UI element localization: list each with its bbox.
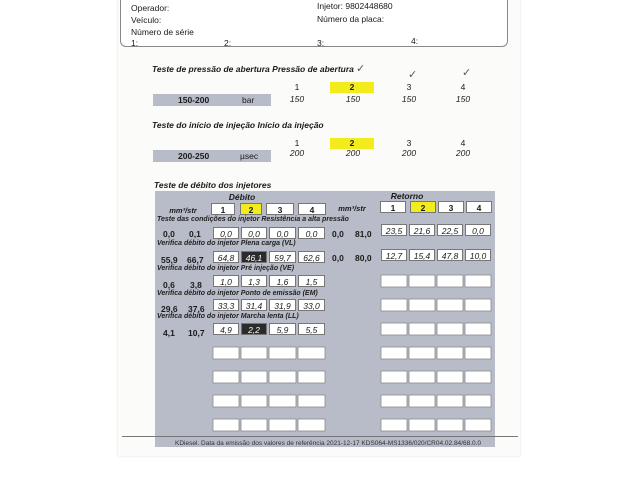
row-2-return-4: 10,0 — [465, 249, 491, 261]
opening-pressure-value-1: 150 — [289, 94, 305, 104]
debit-col-2: 2 — [240, 203, 262, 215]
row-4-debit-4: 33,0 — [298, 299, 325, 311]
row-5-debit-max: 10,7 — [188, 328, 205, 338]
opening-pressure-col-4: 4 — [460, 82, 466, 92]
opening-pressure-col-2: 2 — [330, 82, 374, 93]
row-2-return-2: 15,4 — [409, 249, 435, 261]
checkmark-icon: ✓ — [356, 63, 366, 75]
injection-start-value-4: 200 — [455, 148, 471, 158]
opening-pressure-unit: bar — [242, 95, 255, 105]
empty-rows-grid — [155, 272, 495, 447]
row-1-return-4: 0,0 — [465, 224, 491, 236]
injection-start-col-2: 2 — [330, 138, 374, 149]
injection-start-col-3: 3 — [406, 138, 412, 148]
row-3-debit-4: 1,5 — [298, 275, 325, 287]
row-2-debit-1: 64,8 — [213, 251, 239, 263]
injection-start-col-4: 4 — [460, 138, 466, 148]
serial-label: Número de série — [131, 27, 194, 37]
checkmark-icon: ✓ — [462, 67, 472, 79]
row-2-return-3: 47,8 — [437, 249, 463, 261]
row-5-label: Verifica débito do injetor Marcha lenta (LL) — [157, 313, 299, 320]
row-1-return-3: 22,5 — [437, 224, 463, 236]
row-4-label: Verifica débito do injetor Ponto de emissão (EM) — [157, 290, 318, 297]
row-3-debit-max: 3,8 — [190, 280, 202, 290]
row-2-return-1: 12,7 — [381, 249, 407, 261]
row-3-debit-2: 1,3 — [241, 275, 267, 287]
footer-text: KDiesel. Data da emissão dos valores de referência 2021-12-17 KDS064-MS1336/020/CR04.02.84/68.0.0 — [175, 440, 482, 447]
row-1-debit-3: 0,0 — [269, 227, 296, 239]
return-col-4: 4 — [466, 201, 492, 213]
slot-3: 3: — [317, 38, 325, 48]
return-label: Retorno — [390, 191, 424, 201]
row-2-return-max: 80,0 — [355, 253, 372, 263]
row-1-debit-max: 0,1 — [189, 229, 201, 239]
vehicle-label: Veículo: — [131, 15, 162, 25]
return-unit-label: mm³/str — [338, 204, 366, 213]
slot-4: 4: — [411, 36, 419, 46]
row-3-debit-min: 0,6 — [163, 280, 175, 290]
footer-divider — [122, 436, 518, 437]
flow-test-title: Teste de débito dos injetores — [154, 180, 272, 190]
return-col-3: 3 — [438, 201, 464, 213]
injector-label: Injetor: 9802448680 — [317, 1, 393, 11]
row-1-debit-2: 0,0 — [241, 227, 267, 239]
header-box — [120, 0, 508, 47]
row-5-debit-min: 4,1 — [163, 328, 175, 338]
debit-unit-label: mm³/str — [169, 206, 197, 215]
row-5-debit-2: 2,2 — [241, 323, 267, 335]
debit-col-1: 1 — [211, 203, 235, 215]
row-3-debit-3: 1,6 — [269, 275, 296, 287]
return-col-1: 1 — [380, 201, 406, 213]
opening-pressure-value-3: 150 — [401, 94, 417, 104]
opening-pressure-value-4: 150 — [455, 94, 471, 104]
row-2-debit-min: 55,9 — [161, 255, 178, 265]
return-col-2: 2 — [410, 201, 436, 213]
opening-pressure-title: Teste de pressão de abertura Pressão de abertura — [152, 64, 354, 74]
slot-2: 2: — [224, 38, 232, 48]
row-4-debit-3: 31,9 — [269, 299, 296, 311]
debit-col-3: 3 — [266, 203, 294, 215]
row-2-debit-4: 62,6 — [298, 251, 325, 263]
injection-start-range: 200-250 — [178, 151, 210, 161]
opening-pressure-value-2: 150 — [345, 94, 361, 104]
row-4-debit-2: 31,4 — [241, 299, 267, 311]
checkmark-icon: ✓ — [408, 69, 418, 81]
row-2-debit-3: 59,7 — [269, 251, 296, 263]
row-5-debit-3: 5,9 — [269, 323, 296, 335]
debit-col-4: 4 — [298, 203, 326, 215]
row-1-return-1: 23,5 — [381, 224, 407, 236]
row-4-debit-1: 33,3 — [213, 299, 239, 311]
plate-label: Número da placa: — [317, 14, 385, 24]
slot-1: 1: — [131, 38, 139, 48]
row-1-return-max: 81,0 — [355, 229, 372, 239]
row-4-debit-min: 29,6 — [161, 304, 178, 314]
row-2-debit-max: 66,7 — [187, 255, 204, 265]
row-1-return-2: 21,6 — [409, 224, 435, 236]
opening-pressure-col-1: 1 — [294, 82, 300, 92]
row-4-debit-max: 37,6 — [188, 304, 205, 314]
row-1-debit-4: 0,0 — [298, 227, 325, 239]
row-3-debit-1: 1,0 — [213, 275, 239, 287]
opening-pressure-col-3: 3 — [406, 82, 412, 92]
injection-start-value-2: 200 — [345, 148, 361, 158]
injection-start-value-3: 200 — [401, 148, 417, 158]
injection-start-value-1: 200 — [289, 148, 305, 158]
injection-start-unit: µsec — [240, 151, 259, 161]
operator-label: Operador: — [131, 3, 170, 13]
row-1-return-min: 0,0 — [332, 229, 344, 239]
injection-start-col-1: 1 — [294, 138, 300, 148]
row-5-debit-1: 4,9 — [213, 323, 239, 335]
injection-start-title: Teste do início de injeção Início da injeção — [152, 120, 324, 130]
row-1-debit-min: 0,0 — [163, 229, 175, 239]
debit-label: Débito — [228, 192, 256, 202]
row-5-debit-4: 5,5 — [298, 323, 325, 335]
row-1-label: Teste das condições do injetor Resistência a alta pressão — [157, 216, 349, 223]
row-1-debit-1: 0,0 — [213, 227, 239, 239]
row-2-label: Verifica débito do injetor Plena carga (VL) — [157, 240, 296, 247]
row-3-label: Verifica débito do injetor Pré injeção (VE) — [157, 265, 295, 272]
opening-pressure-range: 150-200 — [178, 95, 210, 105]
row-2-debit-2: 46,1 — [241, 251, 267, 263]
row-2-return-min: 0,0 — [332, 253, 344, 263]
